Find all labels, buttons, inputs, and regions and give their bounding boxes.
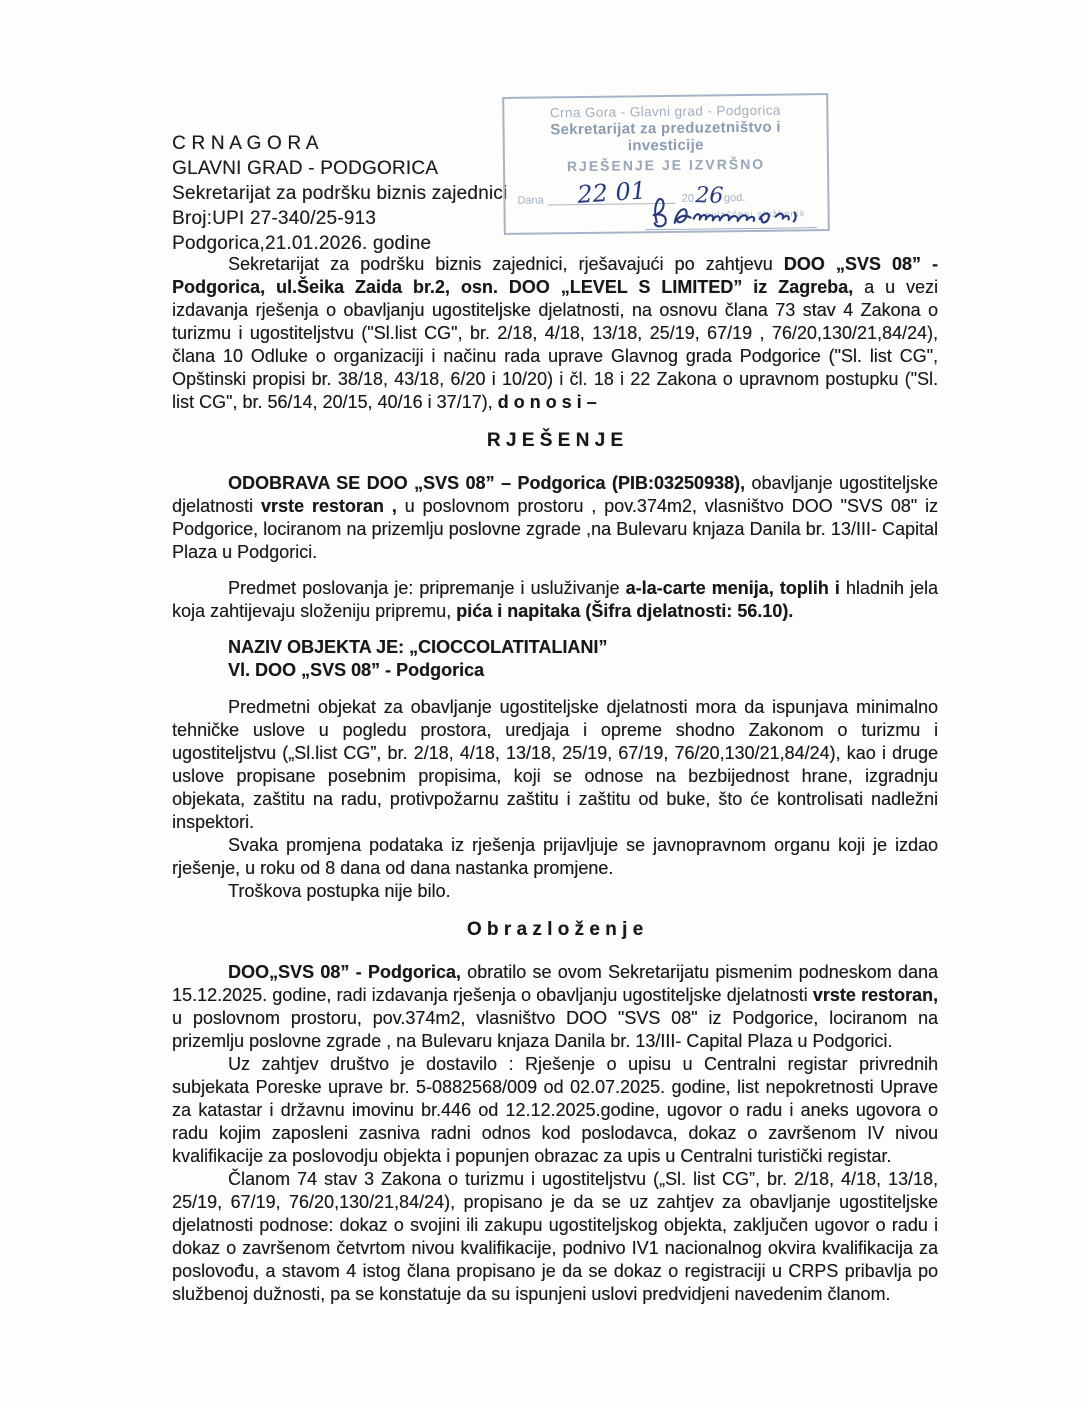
rationale1-seg-1: DOO„SVS 08” - Podgorica, [228,962,461,982]
letterhead-department: Sekretarijat za podršku biznis zajednici [172,183,508,204]
intro-seg-4: d o n o s i – [497,392,597,412]
rationale-legal-basis-paragraph: Članom 74 stav 3 Zakona o turizmu i ugostiteljstvu („Sl. list CG”, br. 2/18, 4/18, 13/18, 25/19, 67/19, 76/20,130/21,84/24), propisano je da se uz zahtjev za obavljanje ugostiteljske djelatnosti podnose: dokaz o svojini ili zakupu ugostiteljskog objekta, zaključen ugovor o radu i dokaz o završenom četvrtom nivou kvalifikacije, podnivo IV1 nacionalnog okvira kvalifikacija za poslovođu, a stavom 4 istog člana propisano je da se dokaz o registraciji u CRPS pribavlja po službenoj dužnosti, pa se konstatuje da su ispunjeni uslovi predvidjeni navedenim članom. [172,1169,938,1304]
stamp-year-handwritten: 26 [694,183,724,209]
rationale1-seg-2: obratilo se ovom Sekretarijatu pismenim podneskom dana 15.12.2025. godine, radi izdavanja rješenja o obavljanju ugostiteljske djelatnosti [172,962,938,1005]
stamp-officer-label: ovlašćeni službenik [705,208,806,220]
approval-seg-4: u poslovnom prostoru , pov.374m2, vlasništvo DOO "SVS 08" iz Podgorice, lociranom na prizemlju poslovne zgrade ,na Bulevaru knjaza Danila br. 13/III- Capital Plaza u Podgorici. [172,496,938,562]
scope-seg-1: Predmet poslovanja je: pripremanje i usluživanje [228,578,626,598]
decision-title: R J E Š E N J E [486,430,624,451]
stamp-authority-line: Crna Gora - Glavni grad - Podgorica [549,102,781,121]
stamp-date-label: Dana [517,194,544,207]
stamp-signature-area [641,183,819,230]
intro-seg-1: Sekretarijat za podršku biznis zajednici, rješavajući po zahtjevu [228,254,784,274]
change-notice-paragraph: Svaka promjena podataka iz rješenja prijavljuje se javnopravnom organu koji je izdao rješenje, u roku od 8 dana od dana nastanka promjene. [172,835,938,878]
rationale-evidence-paragraph: Uz zahtjev društvo je dostavilo : Rješenje o upisu u Centralni registar privrednih subjekata Poreske uprave br. 5-0882568/009 od 02.07.2025. godine, list nepokretnosti Uprave za katastar i državnu imovinu br.446 od 12.12.2025.godine, ugovor o radu i aneks ugovora o radu kojim zaposleni zasniva radni odnos kod poslodavca, dokaz o završenom IV nivou kvalifikacije za poslovodju objekta i popunjen obrazac za upis u Centralni turistički registar. [172,1054,938,1166]
signature-scribble-icon [644,183,816,230]
stamp-secretariat-line: Sekretarijat za preduzetništvo i investicije [550,118,781,155]
facility-name-line: NAZIV OBJEKTA JE: „CIOCCOLATITALIANI” [228,637,608,657]
letterhead-city: GLAVNI GRAD - PODGORICA [172,158,439,179]
approval-seg-2: obavljanje ugostiteljske djelatnosti [172,473,938,516]
rationale-title: O b r a z l o ž e n j e [466,919,644,940]
approval-seg-3: vrste restoran , [260,496,397,516]
technical-conditions-paragraph: Predmetni objekat za obavljanje ugostiteljske djelatnosti mora da ispunjava minimalno tehničke uslove u pogledu prostora, uredjaja i opreme shodno Zakonom o turizmu i ugostiteljstvu („Sl.list CG”, br. 2/18, 4/18, 13/18, 25/19, 67/19, 76/20,130/21,84/24), kao i druge uslove propisane posebnim propisima, koji se odnose na bezbijednost hrane, izgradnju objekata, zaštitu na radu, protivpožarnu zaštitu i zaštitu od buke, što će kontrolisati nadležni inspektori. [172,697,938,832]
approval-seg-1: ODOBRAVA SE DOO „SVS 08” – Podgorica (PIB:03250938), [228,473,745,493]
scope-seg-3: hladnih jela koja zahtijevaju složeniju pripremu, [172,578,938,621]
letterhead-place-date: Podgorica,21.01.2026. godine [172,233,432,254]
stamp-date-handwritten: 22 01 [576,176,647,209]
costs-paragraph: Troškova postupka nije bilo. [228,881,451,901]
rationale-request-paragraph [172,961,938,1053]
intro-seg-2: DOO „SVS 08” - Podgorica, ul.Šeika Zaida br.2, osn. DOO „LEVEL S LIMITED” iz Zagreba, [172,254,938,297]
stamp-year-suffix: god. [723,192,746,205]
rationale1-seg-4: u poslovnom prostoru, pov.374m2, vlasništvo DOO "SVS 08" iz Podgorice, lociranom na prizemlju poslovne zgrade , na Bulevaru knjaza Danila br. 13/III- Capital Plaza u Podgorici. [172,1008,938,1051]
stamp-year-prefix: 20 [681,192,695,205]
letterhead [172,131,507,256]
facility-name-block [228,636,938,682]
facility-owner-line: Vl. DOO „SVS 08” - Podgorica [228,660,485,680]
stamp-status-line: RJEŠENJE JE IZVRŠNO [566,155,766,175]
intro-seg-3: a u vezi izdavanja rješenja o obavljanju ugostiteljske djelatnosti, na osnovu člana 73 stav 4 Zakona o turizmu i ugostiteljstvu ("Sl.list CG", br. 2/18, 4/18, 13/18, 25/19, 67/19 , 76/20,130/21,84/24), člana 10 Odluke o organizaciji i načinu rada uprave Glavnog grada Podgorice ("Sl. list CG", Opštinski propisi br. 38/18, 43/18, 6/20 i 10/20) i čl. 18 i 22 Zakona o upravnom postupku ("Sl. list CG", br. 56/14, 20/15, 40/16 i 37/17), [172,277,938,412]
business-scope-paragraph [172,577,938,623]
rationale1-seg-3: vrste restoran, [812,985,938,1005]
intro-paragraph [172,253,938,414]
scope-seg-2: a-la-carte menija, toplih i [625,578,840,598]
letterhead-case-number: Broj:UPI 27-340/25-913 [172,208,377,229]
letterhead-country: C R N A G O R A [172,133,319,154]
executory-stamp [502,93,830,235]
document-body [172,253,938,1306]
scope-seg-4: pića i napitaka (Šifra djelatnosti: 56.10). [456,601,794,621]
approval-paragraph [172,472,938,564]
